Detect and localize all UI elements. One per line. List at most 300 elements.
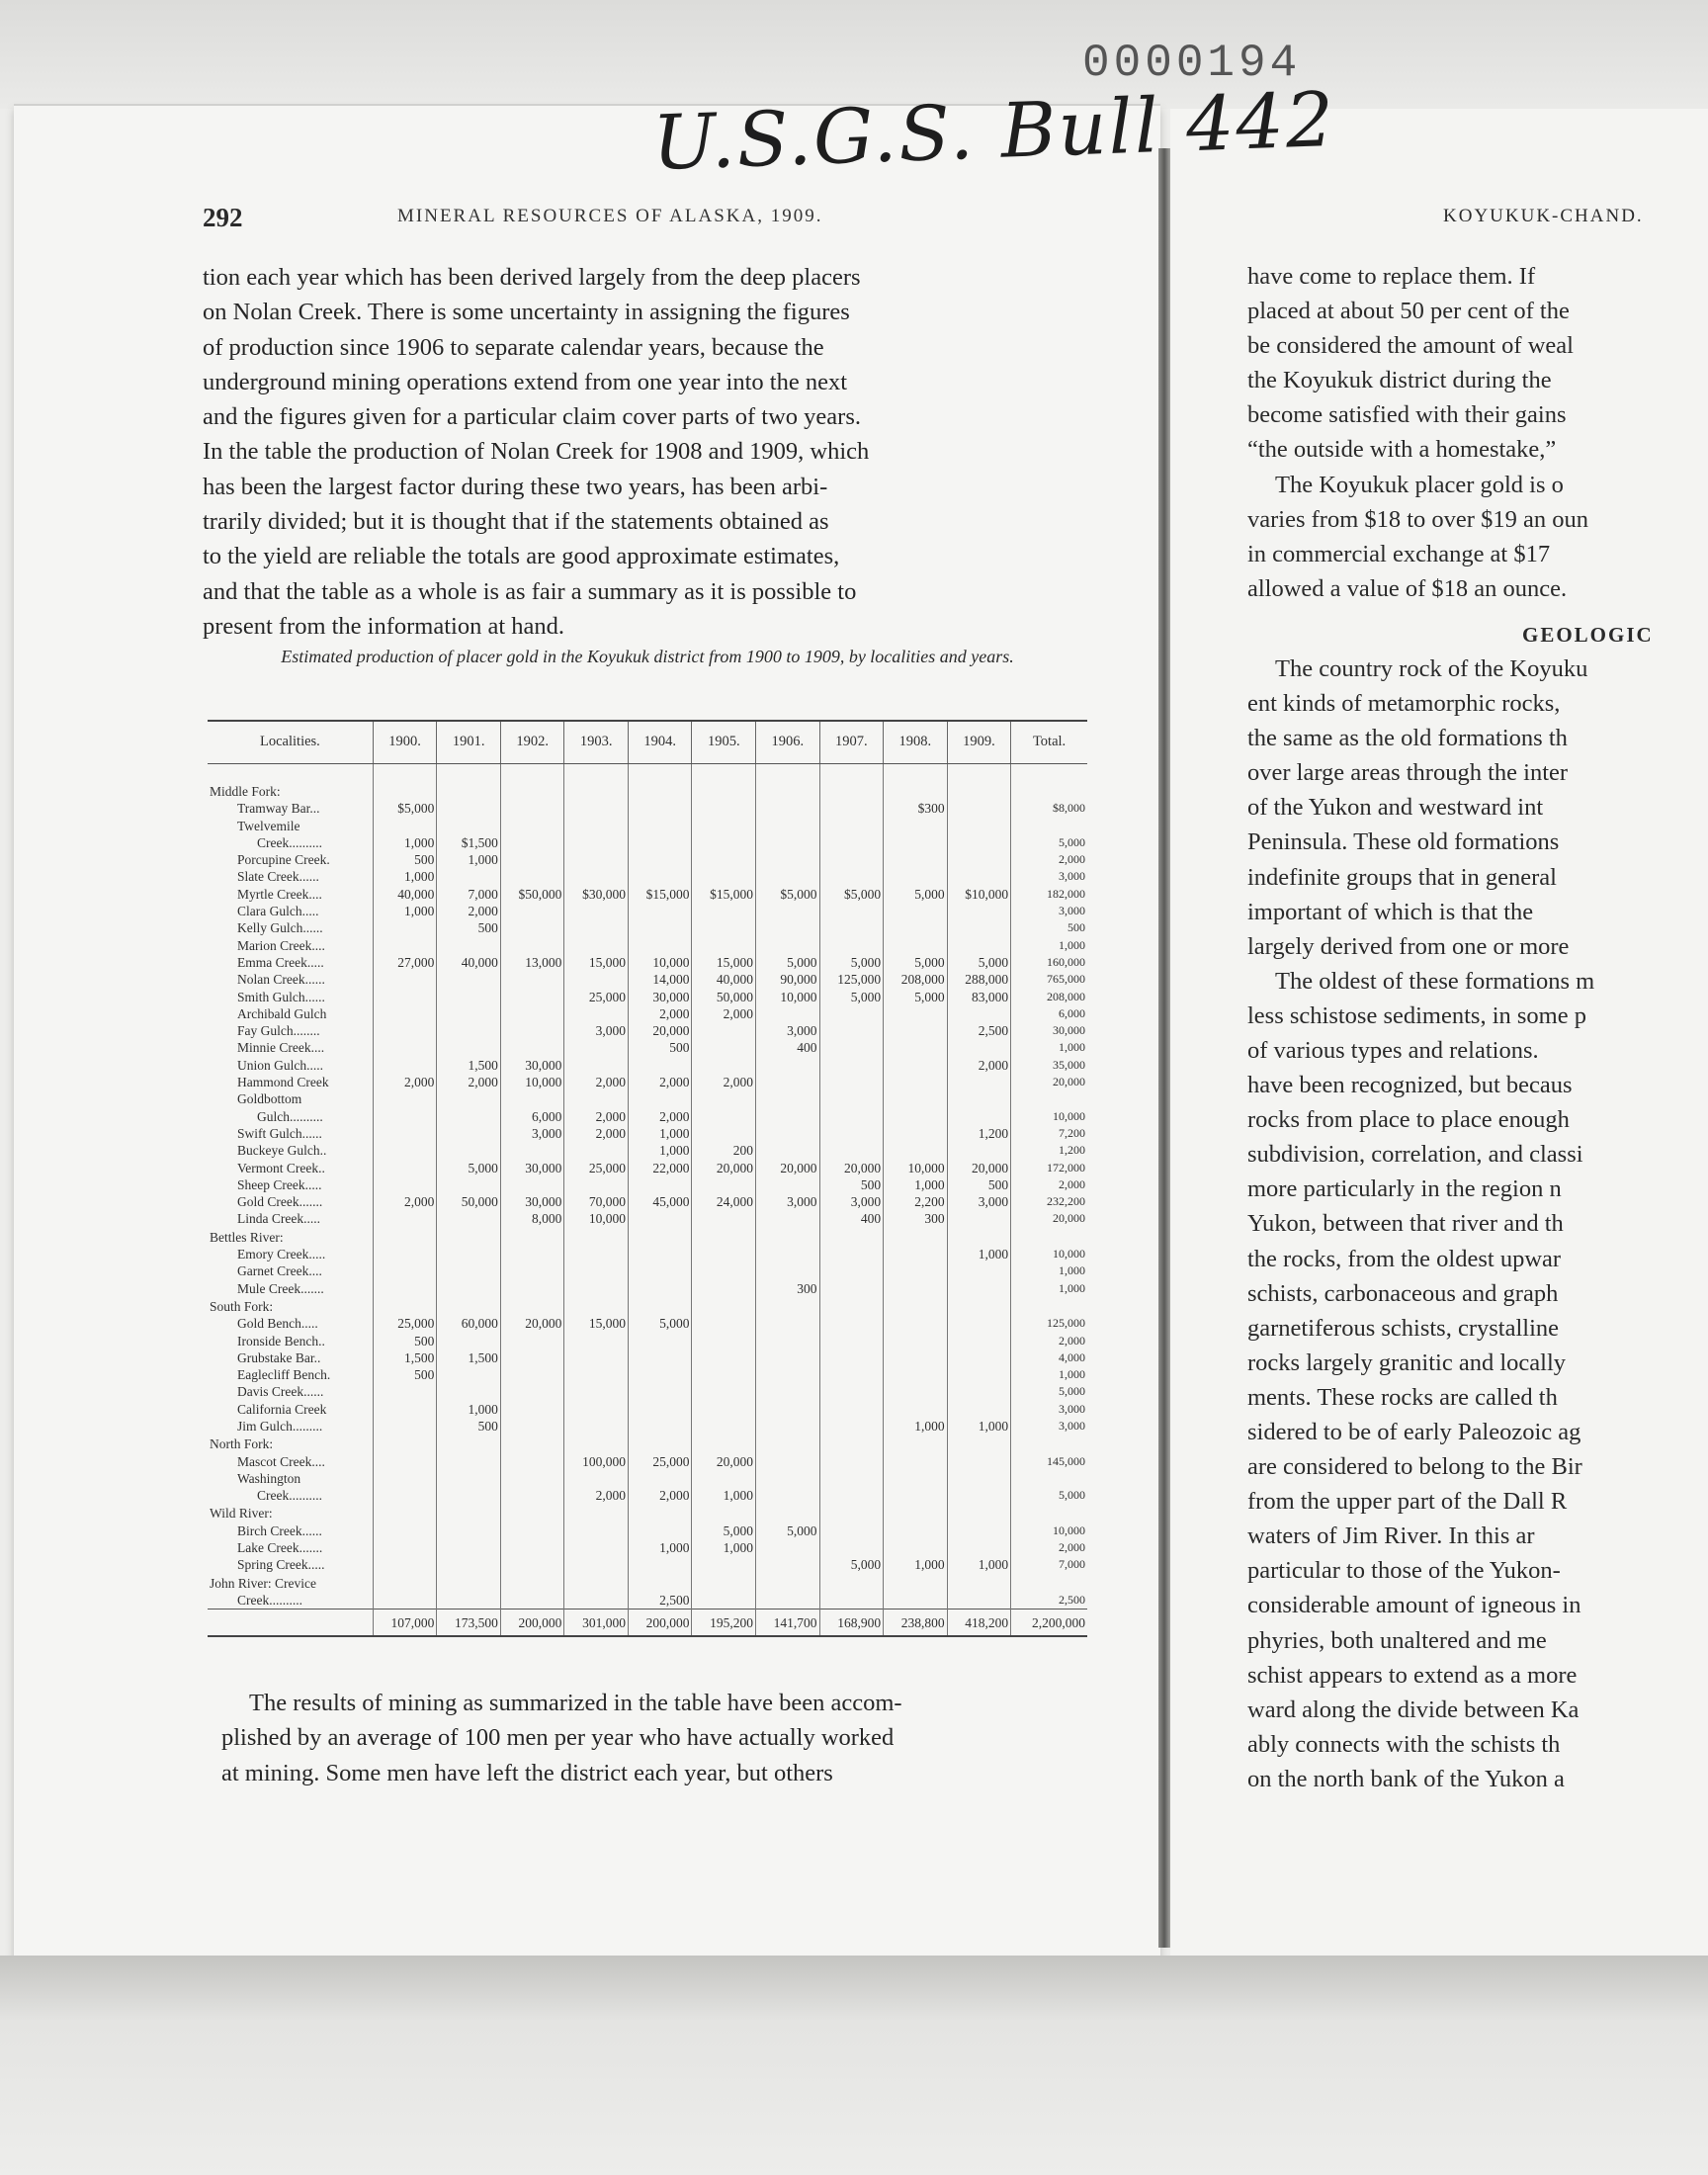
- total-cell: 160,000: [1011, 954, 1087, 971]
- value-cell: 1,200: [947, 1125, 1011, 1142]
- value-cell: [628, 1504, 692, 1522]
- column-header: 1906.: [756, 721, 820, 764]
- value-cell: [947, 1090, 1011, 1107]
- value-cell: 50,000: [692, 989, 756, 1005]
- right-text-line: indefinite groups that in general: [1247, 863, 1557, 891]
- column-header: 1903.: [564, 721, 629, 764]
- value-cell: 1,000: [628, 1125, 692, 1142]
- total-cell: 1,000: [1011, 1366, 1087, 1383]
- value-cell: 20,000: [500, 1315, 564, 1332]
- total-cell: 6,000: [1011, 1005, 1087, 1022]
- value-cell: [819, 868, 884, 885]
- column-header-localities: Localities.: [208, 721, 373, 764]
- spacer-cell: [373, 764, 437, 783]
- value-cell: [564, 971, 629, 988]
- value-cell: [373, 971, 437, 988]
- value-cell: [947, 1522, 1011, 1539]
- value-cell: 40,000: [437, 954, 501, 971]
- value-cell: [756, 1005, 820, 1022]
- value-cell: [373, 818, 437, 834]
- locality-label: Birch Creek......: [237, 1522, 322, 1538]
- column-header: 1900.: [373, 721, 437, 764]
- total-cell: [1011, 1297, 1087, 1315]
- value-cell: [884, 834, 948, 851]
- value-cell: [373, 1125, 437, 1142]
- value-cell: [373, 1142, 437, 1159]
- total-cell: 208,000: [1011, 989, 1087, 1005]
- text-line: trarily divided; but it is thought that if the statements obtained as: [203, 508, 829, 536]
- locality-label: Jim Gulch.........: [237, 1418, 323, 1434]
- table-row: [208, 1246, 1087, 1262]
- year-total-cell: 141,700: [756, 1610, 820, 1637]
- value-cell: [628, 800, 692, 817]
- value-cell: [884, 1246, 948, 1262]
- value-cell: [564, 919, 629, 936]
- value-cell: [884, 1039, 948, 1056]
- value-cell: 60,000: [437, 1315, 501, 1332]
- table-row: [208, 919, 1087, 936]
- value-cell: [692, 1246, 756, 1262]
- table-group-row: [208, 1574, 1087, 1592]
- value-cell: 1,000: [692, 1539, 756, 1556]
- year-total-cell: 173,500: [437, 1610, 501, 1637]
- value-cell: [628, 1090, 692, 1107]
- table-group-row: [208, 1504, 1087, 1522]
- paragraph-2: [221, 1686, 902, 1790]
- locality-label: Davis Creek......: [237, 1384, 324, 1400]
- value-cell: [628, 868, 692, 885]
- value-cell: [628, 851, 692, 868]
- value-cell: [692, 1125, 756, 1142]
- value-cell: [373, 989, 437, 1005]
- value-cell: [756, 1366, 820, 1383]
- text-line: and the figures given for a particular claim cover parts of two years.: [203, 403, 861, 431]
- total-cell: [1011, 1470, 1087, 1487]
- table-row: [208, 971, 1087, 988]
- value-cell: [373, 1487, 437, 1504]
- value-cell: 27,000: [373, 954, 437, 971]
- right-text-line: ably connects with the schists th: [1247, 1730, 1561, 1758]
- right-text-line: of the Yukon and westward int: [1247, 794, 1544, 822]
- right-text-line: [1247, 606, 1682, 652]
- table-row: [208, 1090, 1087, 1107]
- value-cell: 5,000: [884, 989, 948, 1005]
- year-total-cell: 238,800: [884, 1610, 948, 1637]
- value-cell: [884, 1022, 948, 1039]
- table-group-row: [208, 1228, 1087, 1246]
- table-row: [208, 1383, 1087, 1400]
- value-cell: [756, 1539, 820, 1556]
- value-cell: 5,000: [819, 954, 884, 971]
- value-cell: [628, 919, 692, 936]
- value-cell: [819, 1090, 884, 1107]
- total-cell: 5,000: [1011, 1383, 1087, 1400]
- value-cell: [628, 1418, 692, 1435]
- value-cell: [373, 1210, 437, 1227]
- value-cell: [373, 1228, 437, 1246]
- value-cell: [628, 818, 692, 834]
- value-cell: [884, 782, 948, 800]
- value-cell: [756, 1108, 820, 1125]
- value-cell: [500, 1366, 564, 1383]
- value-cell: 45,000: [628, 1193, 692, 1210]
- text-line: plished by an average of 100 men per year who have actually worked: [221, 1724, 895, 1752]
- value-cell: [947, 1074, 1011, 1090]
- value-cell: [947, 800, 1011, 817]
- value-cell: [947, 1592, 1011, 1610]
- value-cell: [628, 937, 692, 954]
- value-cell: [500, 1556, 564, 1573]
- table-spacer-row: [208, 764, 1087, 783]
- value-cell: [819, 1228, 884, 1246]
- value-cell: [373, 1262, 437, 1279]
- value-cell: [884, 1504, 948, 1522]
- right-text-line: waters of Jim River. In this ar: [1247, 1522, 1535, 1550]
- value-cell: [437, 971, 501, 988]
- value-cell: [819, 1522, 884, 1539]
- value-cell: [819, 1470, 884, 1487]
- value-cell: [692, 1574, 756, 1592]
- table-row: [208, 1005, 1087, 1022]
- table-row: [208, 1108, 1087, 1125]
- total-cell: 1,000: [1011, 1039, 1087, 1056]
- value-cell: $5,000: [756, 886, 820, 903]
- table-row: [208, 1280, 1087, 1297]
- text-line: to the yield are reliable the totals are good approximate estimates,: [203, 543, 840, 570]
- right-text-line: ments. These rocks are called th: [1247, 1383, 1558, 1411]
- right-text-line: are considered to belong to the Bir: [1247, 1453, 1582, 1481]
- table-row: [208, 1539, 1087, 1556]
- value-cell: [884, 1592, 948, 1610]
- value-cell: [500, 1039, 564, 1056]
- table-row: [208, 1022, 1087, 1039]
- spacer-cell: [208, 764, 373, 783]
- value-cell: [947, 919, 1011, 936]
- locality-label: California Creek: [237, 1401, 327, 1417]
- value-cell: [947, 1210, 1011, 1227]
- value-cell: [756, 800, 820, 817]
- value-cell: [437, 1228, 501, 1246]
- value-cell: 1,000: [692, 1487, 756, 1504]
- handwritten-annotation: U.S.G.S. Bull 442: [650, 74, 1337, 188]
- value-cell: 20,000: [692, 1453, 756, 1470]
- value-cell: [819, 1039, 884, 1056]
- value-cell: [819, 1418, 884, 1435]
- value-cell: [756, 1057, 820, 1074]
- value-cell: [437, 1280, 501, 1297]
- value-cell: [500, 1470, 564, 1487]
- value-cell: [884, 1280, 948, 1297]
- locality-label: Vermont Creek..: [237, 1160, 325, 1175]
- right-text-line: have been recognized, but becaus: [1247, 1072, 1573, 1099]
- table-body: [208, 764, 1087, 1637]
- value-cell: [692, 1504, 756, 1522]
- total-cell: 2,000: [1011, 1333, 1087, 1349]
- value-cell: [628, 1435, 692, 1452]
- value-cell: 2,000: [628, 1005, 692, 1022]
- table-row: [208, 1142, 1087, 1159]
- value-cell: [692, 1280, 756, 1297]
- value-cell: [373, 1176, 437, 1193]
- value-cell: [756, 1435, 820, 1452]
- year-total-cell: 168,900: [819, 1610, 884, 1637]
- value-cell: [947, 1297, 1011, 1315]
- value-cell: 20,000: [819, 1160, 884, 1176]
- locality-label: Linda Creek.....: [237, 1211, 320, 1227]
- locality-label: Creek..........: [257, 1488, 322, 1504]
- value-cell: 1,000: [437, 1401, 501, 1418]
- table-row: [208, 886, 1087, 903]
- value-cell: [373, 1435, 437, 1452]
- spacer-cell: [947, 764, 1011, 783]
- locality-label: Archibald Gulch: [237, 1005, 327, 1021]
- value-cell: 5,000: [819, 1556, 884, 1573]
- value-cell: 14,000: [628, 971, 692, 988]
- value-cell: [819, 1366, 884, 1383]
- value-cell: [564, 1383, 629, 1400]
- value-cell: 2,000: [564, 1074, 629, 1090]
- locality-label: Tramway Bar...: [237, 801, 320, 817]
- value-cell: [692, 1022, 756, 1039]
- table-row: [208, 1592, 1087, 1610]
- value-cell: 25,000: [628, 1453, 692, 1470]
- right-text-line: Yukon, between that river and th: [1247, 1210, 1564, 1238]
- value-cell: [373, 1539, 437, 1556]
- value-cell: [947, 1487, 1011, 1504]
- table-row: [208, 851, 1087, 868]
- value-cell: [884, 1125, 948, 1142]
- value-cell: 2,500: [947, 1022, 1011, 1039]
- value-cell: 24,000: [692, 1193, 756, 1210]
- value-cell: [947, 1108, 1011, 1125]
- value-cell: 20,000: [756, 1160, 820, 1176]
- value-cell: [500, 1522, 564, 1539]
- value-cell: [819, 1315, 884, 1332]
- value-cell: [373, 1280, 437, 1297]
- value-cell: [756, 903, 820, 919]
- total-cell: [1011, 1090, 1087, 1107]
- column-header: 1909.: [947, 721, 1011, 764]
- value-cell: 5,000: [628, 1315, 692, 1332]
- total-cell: 3,000: [1011, 1401, 1087, 1418]
- value-cell: [564, 1090, 629, 1107]
- spacer-cell: [500, 764, 564, 783]
- total-cell: 232,200: [1011, 1193, 1087, 1210]
- locality-label: Minnie Creek....: [237, 1040, 325, 1056]
- value-cell: [628, 1280, 692, 1297]
- locality-label: Smith Gulch......: [237, 989, 325, 1004]
- value-cell: [564, 1592, 629, 1610]
- value-cell: 288,000: [947, 971, 1011, 988]
- value-cell: [819, 1383, 884, 1400]
- value-cell: [819, 1246, 884, 1262]
- value-cell: [819, 851, 884, 868]
- value-cell: 500: [437, 919, 501, 936]
- value-cell: [437, 937, 501, 954]
- total-cell: 500: [1011, 919, 1087, 936]
- value-cell: [437, 1090, 501, 1107]
- value-cell: [756, 1574, 820, 1592]
- value-cell: [373, 1592, 437, 1610]
- value-cell: 25,000: [564, 989, 629, 1005]
- value-cell: 500: [373, 851, 437, 868]
- value-cell: 1,000: [373, 868, 437, 885]
- value-cell: [756, 1470, 820, 1487]
- value-cell: 1,000: [437, 851, 501, 868]
- total-cell: [1011, 1574, 1087, 1592]
- value-cell: [756, 1418, 820, 1435]
- value-cell: 3,000: [756, 1193, 820, 1210]
- value-cell: 15,000: [564, 954, 629, 971]
- value-cell: [819, 1125, 884, 1142]
- total-cell: 2,000: [1011, 851, 1087, 868]
- value-cell: 1,000: [884, 1556, 948, 1573]
- value-cell: [692, 834, 756, 851]
- value-cell: [373, 1039, 437, 1056]
- value-cell: [756, 818, 820, 834]
- right-text-line: more particularly in the region n: [1247, 1175, 1562, 1203]
- value-cell: 30,000: [500, 1057, 564, 1074]
- value-cell: [819, 1504, 884, 1522]
- locality-label: Myrtle Creek....: [237, 886, 322, 902]
- value-cell: [500, 1142, 564, 1159]
- value-cell: 200: [692, 1142, 756, 1159]
- value-cell: [500, 1297, 564, 1315]
- value-cell: [373, 1453, 437, 1470]
- value-cell: [947, 1280, 1011, 1297]
- value-cell: [500, 1090, 564, 1107]
- value-cell: 2,000: [628, 1487, 692, 1504]
- locality-label: Washington: [237, 1470, 301, 1486]
- value-cell: [819, 1280, 884, 1297]
- value-cell: [947, 1005, 1011, 1022]
- value-cell: [500, 782, 564, 800]
- locality-label: South Fork:: [210, 1298, 274, 1314]
- value-cell: $15,000: [692, 886, 756, 903]
- value-cell: [692, 903, 756, 919]
- value-cell: [564, 1504, 629, 1522]
- total-cell: 3,000: [1011, 1418, 1087, 1435]
- spacer-cell: [692, 764, 756, 783]
- value-cell: [692, 1057, 756, 1074]
- right-text-line: important of which is that the: [1247, 898, 1534, 925]
- value-cell: 208,000: [884, 971, 948, 988]
- value-cell: 50,000: [437, 1193, 501, 1210]
- value-cell: [819, 1108, 884, 1125]
- value-cell: 500: [819, 1176, 884, 1193]
- value-cell: [692, 1401, 756, 1418]
- value-cell: [500, 1592, 564, 1610]
- value-cell: [947, 1539, 1011, 1556]
- value-cell: [500, 1539, 564, 1556]
- value-cell: 3,000: [819, 1193, 884, 1210]
- value-cell: [884, 1522, 948, 1539]
- table-row: [208, 1333, 1087, 1349]
- value-cell: [373, 937, 437, 954]
- value-cell: 10,000: [884, 1160, 948, 1176]
- value-cell: 1,000: [947, 1246, 1011, 1262]
- value-cell: 2,200: [884, 1193, 948, 1210]
- total-cell: 2,000: [1011, 1539, 1087, 1556]
- value-cell: 500: [628, 1039, 692, 1056]
- value-cell: [437, 1470, 501, 1487]
- value-cell: [500, 1246, 564, 1262]
- value-cell: [756, 1090, 820, 1107]
- value-cell: 10,000: [628, 954, 692, 971]
- total-cell: 1,000: [1011, 1262, 1087, 1279]
- value-cell: 5,000: [884, 954, 948, 971]
- value-cell: 500: [373, 1333, 437, 1349]
- right-text-line: placed at about 50 per cent of the: [1247, 298, 1570, 325]
- value-cell: 2,000: [628, 1108, 692, 1125]
- value-cell: 10,000: [756, 989, 820, 1005]
- value-cell: [819, 1539, 884, 1556]
- column-header: Total.: [1011, 721, 1087, 764]
- value-cell: [437, 989, 501, 1005]
- locality-label: Creek..........: [237, 1592, 302, 1608]
- value-cell: 5,000: [819, 989, 884, 1005]
- value-cell: [373, 919, 437, 936]
- value-cell: [437, 800, 501, 817]
- value-cell: [373, 1090, 437, 1107]
- right-text-line: schists, carbonaceous and graph: [1247, 1279, 1559, 1307]
- value-cell: [947, 1262, 1011, 1279]
- value-cell: [500, 868, 564, 885]
- value-cell: [819, 1333, 884, 1349]
- value-cell: [756, 1176, 820, 1193]
- value-cell: [819, 818, 884, 834]
- table-row: [208, 1193, 1087, 1210]
- value-cell: [819, 1057, 884, 1074]
- right-text-line: less schistose sediments, in some p: [1247, 1001, 1586, 1029]
- right-text-line: sidered to be of early Paleozoic ag: [1247, 1419, 1581, 1445]
- value-cell: [500, 1435, 564, 1452]
- value-cell: [819, 1142, 884, 1159]
- locality-label: Goldbottom: [237, 1091, 302, 1107]
- value-cell: [628, 1383, 692, 1400]
- value-cell: [692, 937, 756, 954]
- value-cell: [947, 868, 1011, 885]
- table-row: [208, 903, 1087, 919]
- total-cell: [1011, 1435, 1087, 1452]
- value-cell: [756, 1401, 820, 1418]
- locality-label: North Fork:: [210, 1436, 274, 1452]
- total-cell: 145,000: [1011, 1453, 1087, 1470]
- value-cell: 8,000: [500, 1210, 564, 1227]
- value-cell: [819, 1592, 884, 1610]
- total-cell: 3,000: [1011, 903, 1087, 919]
- value-cell: [947, 1333, 1011, 1349]
- value-cell: [756, 834, 820, 851]
- value-cell: [884, 1142, 948, 1159]
- value-cell: 7,000: [437, 886, 501, 903]
- value-cell: [947, 937, 1011, 954]
- value-cell: [437, 1210, 501, 1227]
- value-cell: [692, 1470, 756, 1487]
- value-cell: $50,000: [500, 886, 564, 903]
- value-cell: 2,000: [564, 1108, 629, 1125]
- value-cell: [564, 1435, 629, 1452]
- value-cell: [437, 1383, 501, 1400]
- value-cell: [884, 1262, 948, 1279]
- scan-bottom-margin: [0, 1956, 1708, 2175]
- value-cell: [628, 903, 692, 919]
- table-row: [208, 1522, 1087, 1539]
- right-text-line: become satisfied with their gains: [1247, 401, 1567, 429]
- value-cell: [628, 1246, 692, 1262]
- text-line: of production since 1906 to separate calendar years, because the: [203, 333, 824, 361]
- value-cell: 1,000: [628, 1539, 692, 1556]
